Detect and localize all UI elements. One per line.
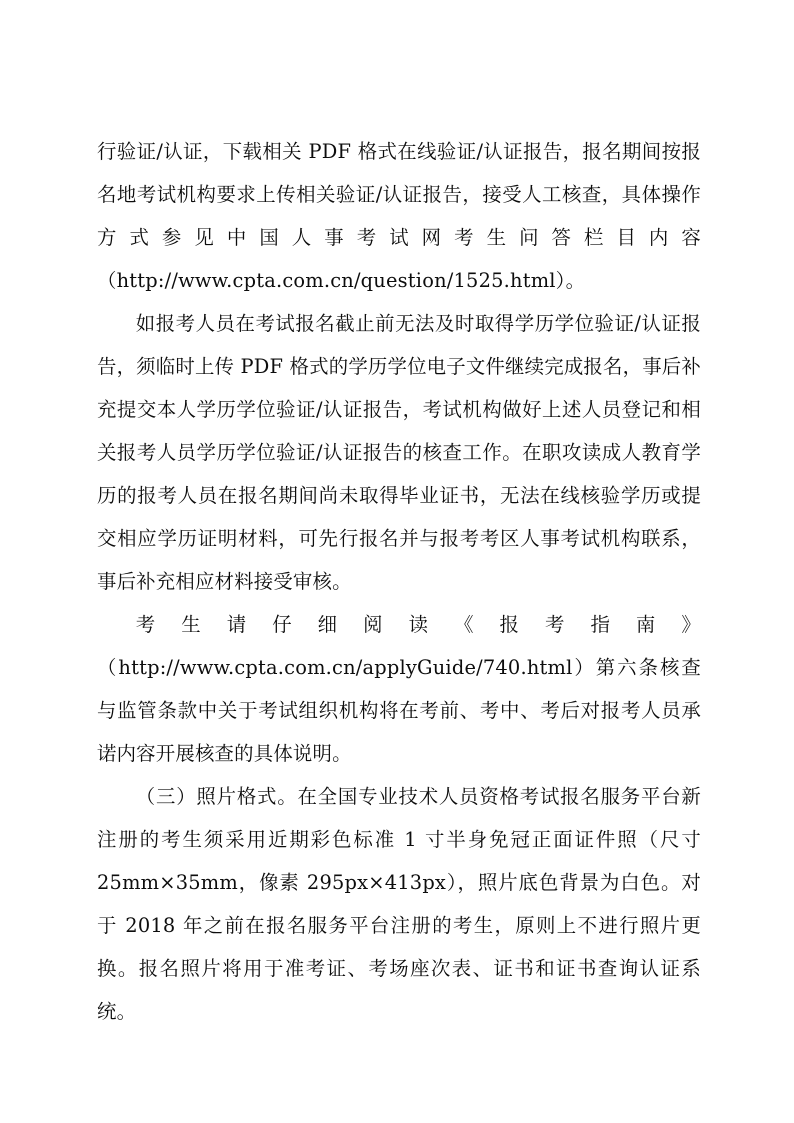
paragraph-apply-guide: 考生请仔细阅读《报考指南》（http://www.cpta.com.cn/applyGuide/740.html）第六条核查与监管条款中关于考试组织机构将在考前、考中、考后对报考人员承诺内容开展核查的具体说明。 [97,613,701,765]
paragraph-verification-report: 行验证/认证，下载相关 PDF 格式在线验证/认证报告，报名期间按报名地考试机构要求上传相关验证/认证报告，接受人工核查，具体操作方式参见中国人事考试网考生问答栏目内容（http://www.cpta.com.cn/question/1525.html）。 [97,140,701,292]
paragraph-photo-format: （三）照片格式。在全国专业技术人员资格考试报名服务平台新注册的考生须采用近期彩色标准 1 寸半身免冠正面证件照（尺寸 25mm×35mm，像素 295px×413px），照片底色背景为白色。对于 2018 年之前在报名服务平台注册的考生，原则上不进行照片更换。报名照片将用于准考证、考场座次表、证书和证书查询认证系统。 [97,785,701,1023]
paragraph-late-report: 如报考人员在考试报名截止前无法及时取得学历学位验证/认证报告，须临时上传 PDF 格式的学历学位电子文件继续完成报名，事后补充提交本人学历学位验证/认证报告，考试机构做好上述人员登记和相关报考人员学历学位验证/认证报告的核查工作。在职攻读成人教育学历的报考人员在报名期间尚未取得毕业证书，无法在线核验学历或提交相应学历证明材料，可先行报名并与报考考区人事考试机构联系，事后补充相应材料接受审核。 [97,312,701,593]
document-body [97,130,701,1033]
